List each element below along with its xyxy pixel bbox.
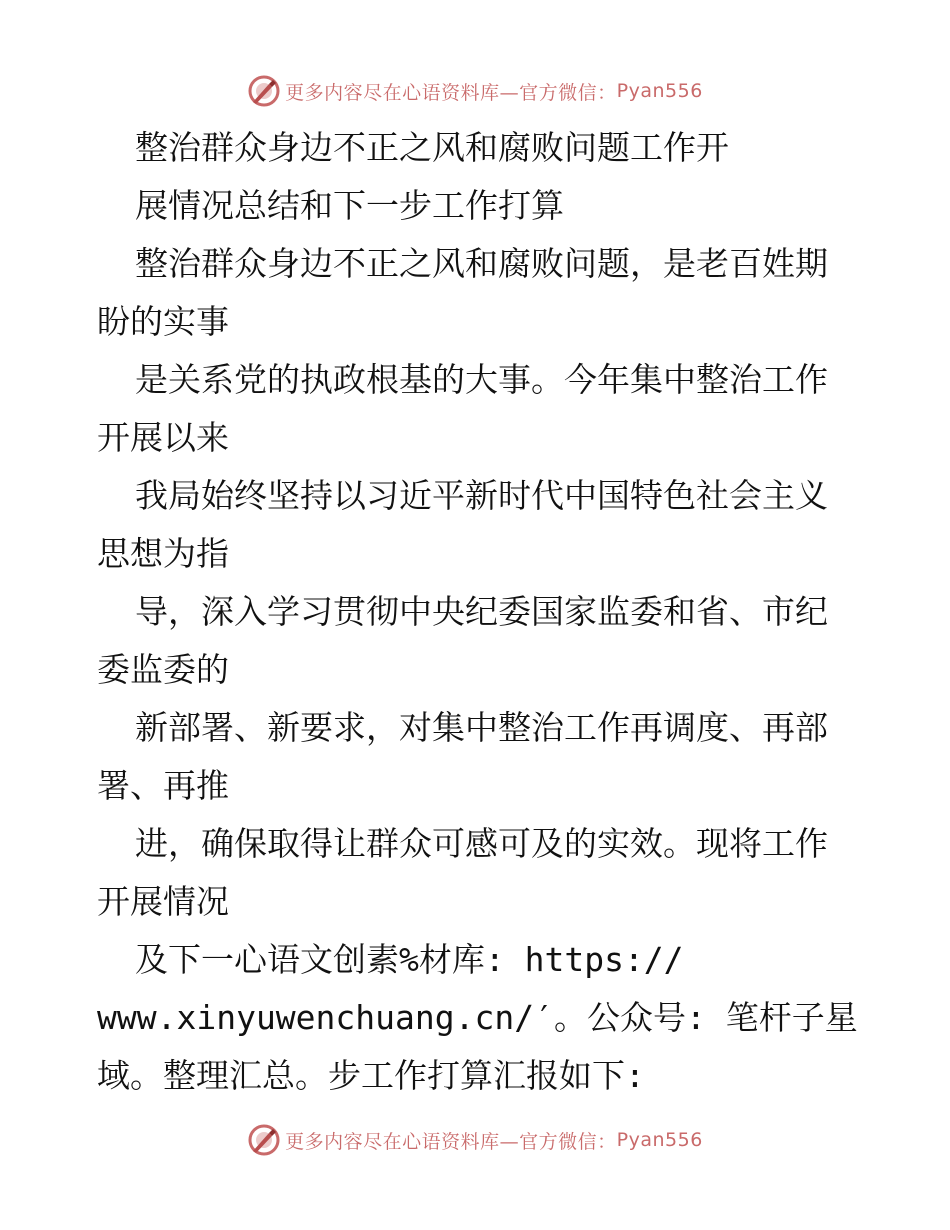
paragraph-line: 委监委的 <box>97 650 229 689</box>
pen-logo-icon <box>247 1123 281 1157</box>
paragraph-line: www.xinyuwenchuang.cn/′。公众号: 笔杆子星 <box>97 998 858 1037</box>
paragraph-line: 我局始终坚持以习近平新时代中国特色社会主义 <box>135 476 828 515</box>
paragraph-line: 开展以来 <box>97 418 229 457</box>
paragraph-line: 是关系党的执政根基的大事。今年集中整治工作 <box>135 360 828 399</box>
paragraph-line: 署、再推 <box>97 766 229 805</box>
watermark-text: 更多内容尽在心语资料库—官方微信： <box>285 1130 617 1153</box>
paragraph-line: 域。整理汇总。步工作打算汇报如下: <box>97 1056 645 1095</box>
footer-watermark <box>0 1120 950 1160</box>
paragraph-line: 新部署、新要求，对集中整治工作再调度、再部 <box>135 708 828 747</box>
watermark-text: 更多内容尽在心语资料库—官方微信： <box>285 81 617 104</box>
paragraph-line: 开展情况 <box>97 882 229 921</box>
paragraph-line: 思想为指 <box>97 534 229 573</box>
paragraph-line: 进，确保取得让群众可感可及的实效。现将工作 <box>135 824 828 863</box>
title-line-1: 整治群众身边不正之风和腐败问题工作开 <box>135 128 729 167</box>
pen-logo-icon <box>247 74 281 108</box>
paragraph-line: 盼的实事 <box>97 302 229 341</box>
watermark-wechat-id: Pyan556 <box>616 80 703 102</box>
watermark-wechat-id: Pyan556 <box>616 1129 703 1151</box>
paragraph-line: 及下一心语文创素%材库: https:// <box>135 940 684 979</box>
title-line-2: 展情况总结和下一步工作打算 <box>135 186 564 225</box>
paragraph-line: 导，深入学习贯彻中央纪委国家监委和省、市纪 <box>135 592 828 631</box>
header-watermark <box>0 71 950 111</box>
paragraph-line: 整治群众身边不正之风和腐败问题，是老百姓期 <box>135 244 828 283</box>
